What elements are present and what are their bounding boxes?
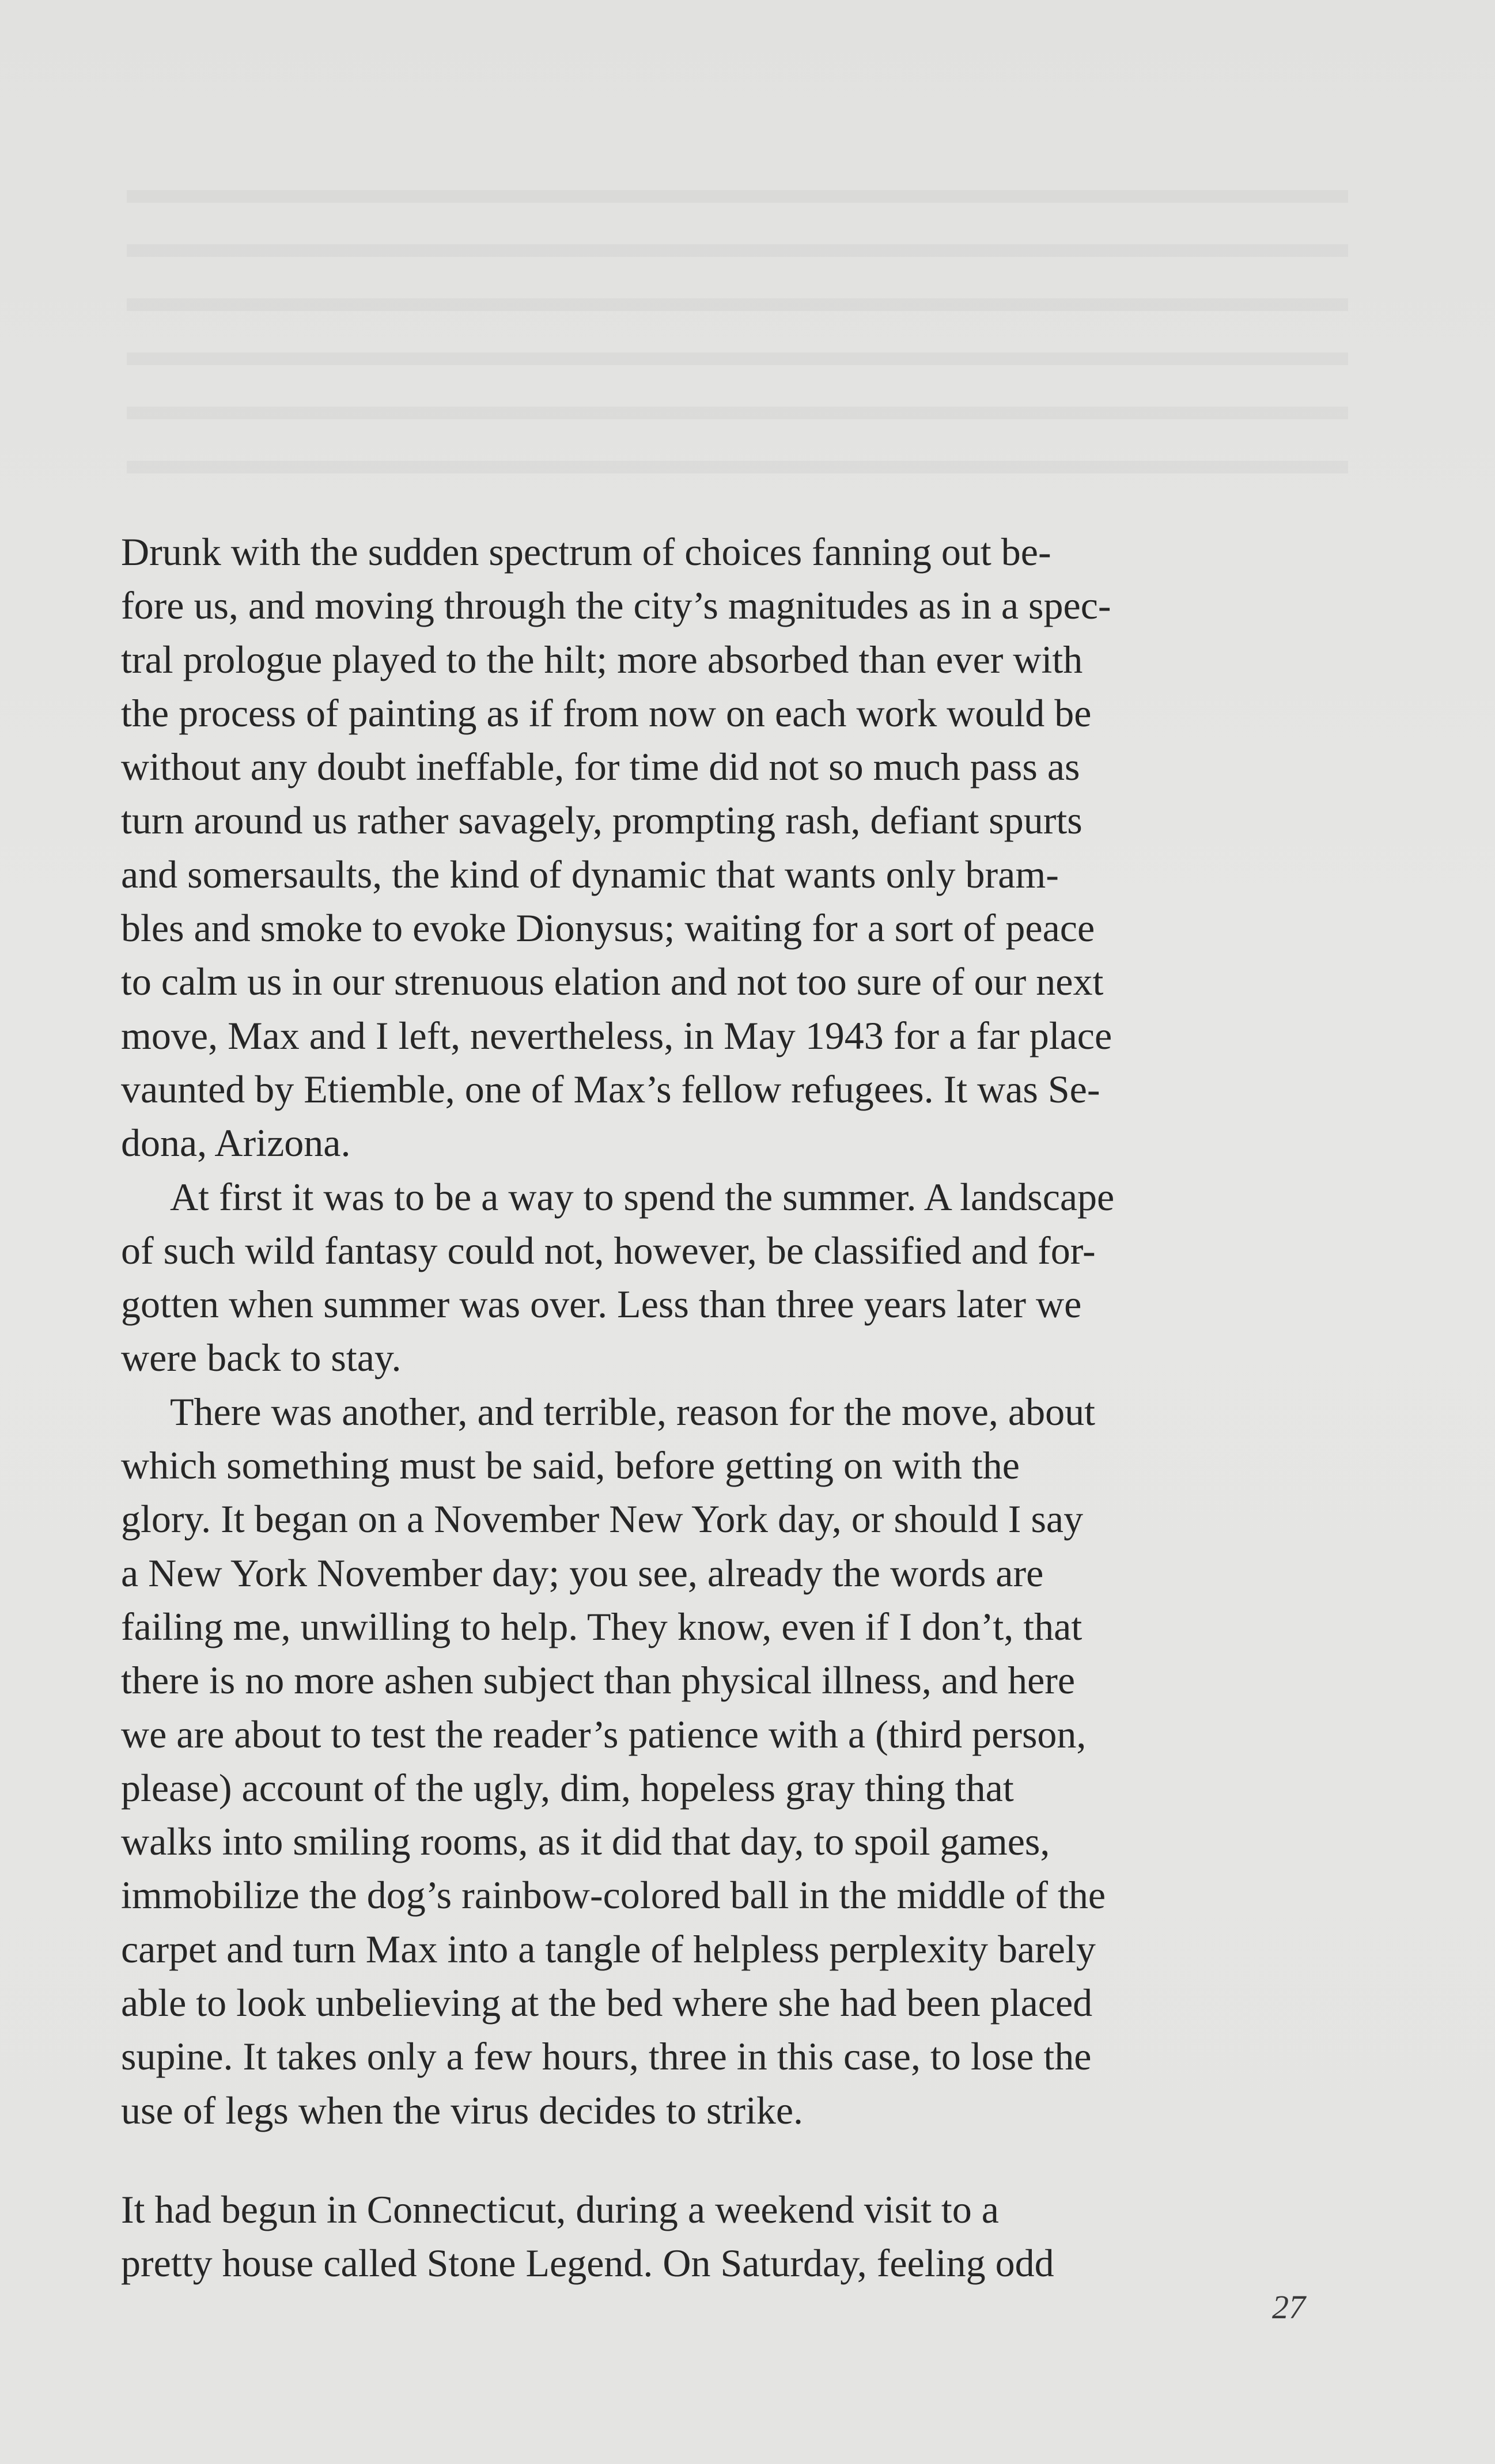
text-line: use of legs when the virus decides to strike. — [121, 2088, 804, 2132]
text-line: were back to stay. — [121, 1336, 402, 1380]
text-line: There was another, and terrible, reason for the move, about — [170, 1389, 1095, 1434]
text-line: there is no more ashen subject than physical illness, and here — [121, 1658, 1076, 1703]
text-line: gotten when summer was over. Less than three years later we — [121, 1282, 1082, 1326]
text-line: which something must be said, before getting on with the — [121, 1443, 1020, 1488]
text-line: the process of painting as if from now on each work would be — [121, 691, 1092, 735]
text-line: immobilize the dog’s rainbow-colored ball in the middle of the — [121, 1873, 1106, 1917]
text-line: supine. It takes only a few hours, three in this case, to lose the — [121, 2034, 1092, 2079]
text-line: It had begun in Connecticut, during a weekend visit to a — [121, 2188, 999, 2231]
text-line: failing me, unwilling to help. They know, even if I don’t, that — [121, 1604, 1083, 1648]
text-line: a New York November day; you see, already the words are — [121, 1551, 1044, 1595]
text-line: able to look unbelieving at the bed where she had been placed — [121, 1981, 1093, 2025]
text-line: At first it was to be a way to spend the summer. A landscape — [170, 1174, 1115, 1219]
text-line: move, Max and I left, nevertheless, in May 1943 for a far place — [121, 1013, 1112, 1057]
text-line: we are about to test the reader’s patience with a (third person, — [121, 1712, 1087, 1756]
text-line: tral prologue played to the hilt; more absorbed than ever with — [121, 637, 1083, 681]
text-line: vaunted by Etiemble, one of Max’s fellow refugees. It was Se- — [121, 1067, 1100, 1111]
text-line: and somersaults, the kind of dynamic that wants only bram- — [121, 852, 1059, 896]
main-text — [121, 525, 1342, 2137]
text-line: bles and smoke to evoke Dionysus; waiting for a sort of peace — [121, 906, 1095, 950]
show-through-text — [127, 167, 1348, 513]
text-line: fore us, and moving through the city’s magnitudes as in a spec- — [121, 583, 1111, 628]
text-line: carpet and turn Max into a tangle of helpless perplexity barely — [121, 1927, 1096, 1971]
text-line: without any doubt ineffable, for time did not so much pass as — [121, 745, 1080, 789]
text-line: glory. It began on a November New York day, or should I say — [121, 1497, 1084, 1541]
text-line: of such wild fantasy could not, however, be classified and for- — [121, 1228, 1096, 1272]
section-text — [121, 2183, 1342, 2291]
text-line: turn around us rather savagely, prompting rash, defiant spurts — [121, 798, 1083, 843]
page-number: 27 — [1272, 2288, 1305, 2326]
text-line: walks into smiling rooms, as it did that day, to spoil games, — [121, 1819, 1050, 1864]
text-line: to calm us in our strenuous elation and not too sure of our next — [121, 960, 1104, 1004]
text-line: pretty house called Stone Legend. On Saturday, feeling odd — [121, 2241, 1054, 2285]
text-line: dona, Arizona. — [121, 1121, 351, 1165]
text-line: Drunk with the sudden spectrum of choices fanning out be- — [121, 530, 1051, 574]
text-line: please) account of the ugly, dim, hopeless gray thing that — [121, 1765, 1014, 1810]
